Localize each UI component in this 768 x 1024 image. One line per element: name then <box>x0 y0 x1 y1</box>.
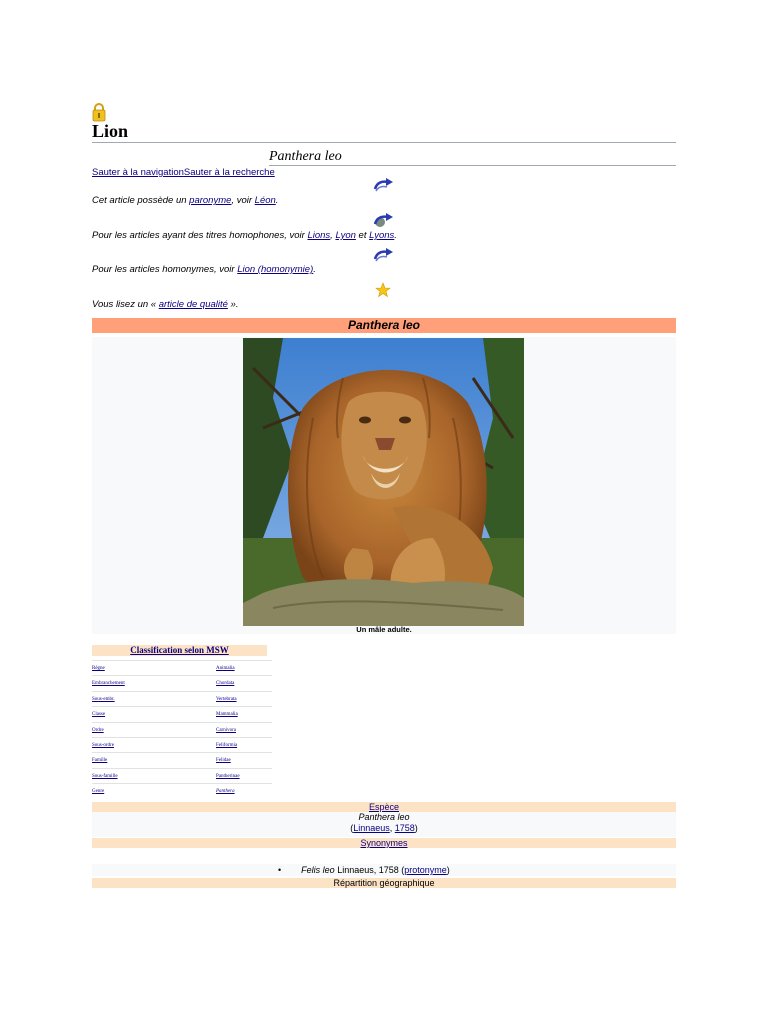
homophone-arrow-icon <box>372 212 394 228</box>
classification-row <box>92 660 272 675</box>
article-de-qualite-link[interactable]: article de qualité <box>158 299 228 310</box>
classification-value-link[interactable]: Felidae <box>216 758 231 764</box>
classification-rank-link[interactable]: Famille <box>92 758 108 764</box>
classification-row <box>92 691 272 706</box>
lyon-link[interactable]: Lyon <box>335 230 356 241</box>
classification-rank-link[interactable]: Embranchement <box>92 681 125 687</box>
padlock-icon <box>92 102 106 122</box>
skip-navigation-link[interactable]: Sauter à la navigation <box>92 167 184 178</box>
disambiguation-arrow-icon <box>372 177 394 193</box>
protonyme-link[interactable]: protonyme <box>404 865 447 875</box>
classification-row <box>92 675 272 690</box>
hatnote-paronyme: Cet article possède un paronyme, voir Léon. <box>92 195 279 206</box>
leon-link[interactable]: Léon <box>254 195 276 206</box>
classification-value-link[interactable]: Vertebrata <box>216 696 237 702</box>
infobox-header: Panthera leo <box>92 318 676 333</box>
hatnote-homonymes: Pour les articles homonymes, voir Lion (homonymie). <box>92 264 316 275</box>
synonym-item: • Felis leo Linnaeus, 1758 (protonyme) <box>278 865 450 875</box>
classification-rank-link[interactable]: Sous-famille <box>92 773 118 779</box>
classification-value-link[interactable]: Chordata <box>216 681 235 687</box>
classification-rank-link[interactable]: Règne <box>92 666 105 671</box>
classification-value-link[interactable]: Carnivora <box>216 727 236 733</box>
classification-value-link[interactable]: Pantherinae <box>216 773 240 779</box>
lions-link[interactable]: Lions <box>307 230 331 241</box>
classification-rank-link[interactable]: Classe <box>92 712 106 718</box>
classification-row <box>92 706 272 721</box>
classification-row <box>92 722 272 737</box>
classification-row <box>92 737 272 752</box>
classification-rank-link[interactable]: Sous-embr. <box>92 696 115 702</box>
classification-row <box>92 783 272 798</box>
classification-rank-link[interactable]: Ordre <box>92 727 104 733</box>
classification-value-link[interactable]: Animalia <box>216 666 235 671</box>
hatnote-homophones: Pour les articles ayant des titres homophones, voir Lions, Lyon et Lyons. <box>92 230 397 241</box>
year-1758-link[interactable]: 1758 <box>394 823 415 833</box>
lyons-link[interactable]: Lyons <box>369 230 395 241</box>
classification-title <box>92 645 267 656</box>
disambiguation-arrow-icon <box>372 247 394 263</box>
espece-link[interactable]: Espèce <box>368 802 400 812</box>
hatnote-quality: Vous lisez un « article de qualité ». <box>92 299 239 310</box>
classification-msw-link[interactable]: Classification selon MSW <box>130 645 229 655</box>
lion-homonymie-link[interactable]: Lion (homonymie) <box>237 264 314 275</box>
distribution-header: Répartition géographique <box>92 878 676 888</box>
page-subtitle: Panthera leo <box>269 149 342 164</box>
species-panel <box>92 812 676 837</box>
classification-row <box>92 768 272 783</box>
species-header <box>92 802 676 812</box>
classification-row <box>92 752 272 767</box>
classification-rank-link[interactable]: Sous-ordre <box>92 743 114 748</box>
paronyme-link[interactable]: paronyme <box>189 195 232 206</box>
synonymes-link[interactable]: Synonymes <box>360 838 408 848</box>
linnaeus-link[interactable]: Linnaeus <box>353 823 390 833</box>
classification-value-link[interactable]: Panthera <box>216 789 235 795</box>
skip-links <box>92 167 275 179</box>
classification-rank-link[interactable]: Genre <box>92 789 105 795</box>
title-divider <box>92 142 676 143</box>
synonyms-header <box>92 838 676 848</box>
classification-value-link[interactable]: Mammalia <box>216 712 238 718</box>
species-name: Panthera leo <box>358 812 410 822</box>
page-title: Lion <box>92 121 129 141</box>
lion-photo[interactable] <box>243 338 524 626</box>
classification-value-link[interactable]: Feliformia <box>216 743 238 748</box>
subtitle-divider <box>269 165 676 166</box>
skip-search-link[interactable]: Sauter à la recherche <box>183 167 275 178</box>
star-icon <box>372 282 394 298</box>
image-caption: Un mâle adulte. <box>356 625 412 634</box>
species-author: (Linnaeus, 1758) <box>350 823 418 833</box>
